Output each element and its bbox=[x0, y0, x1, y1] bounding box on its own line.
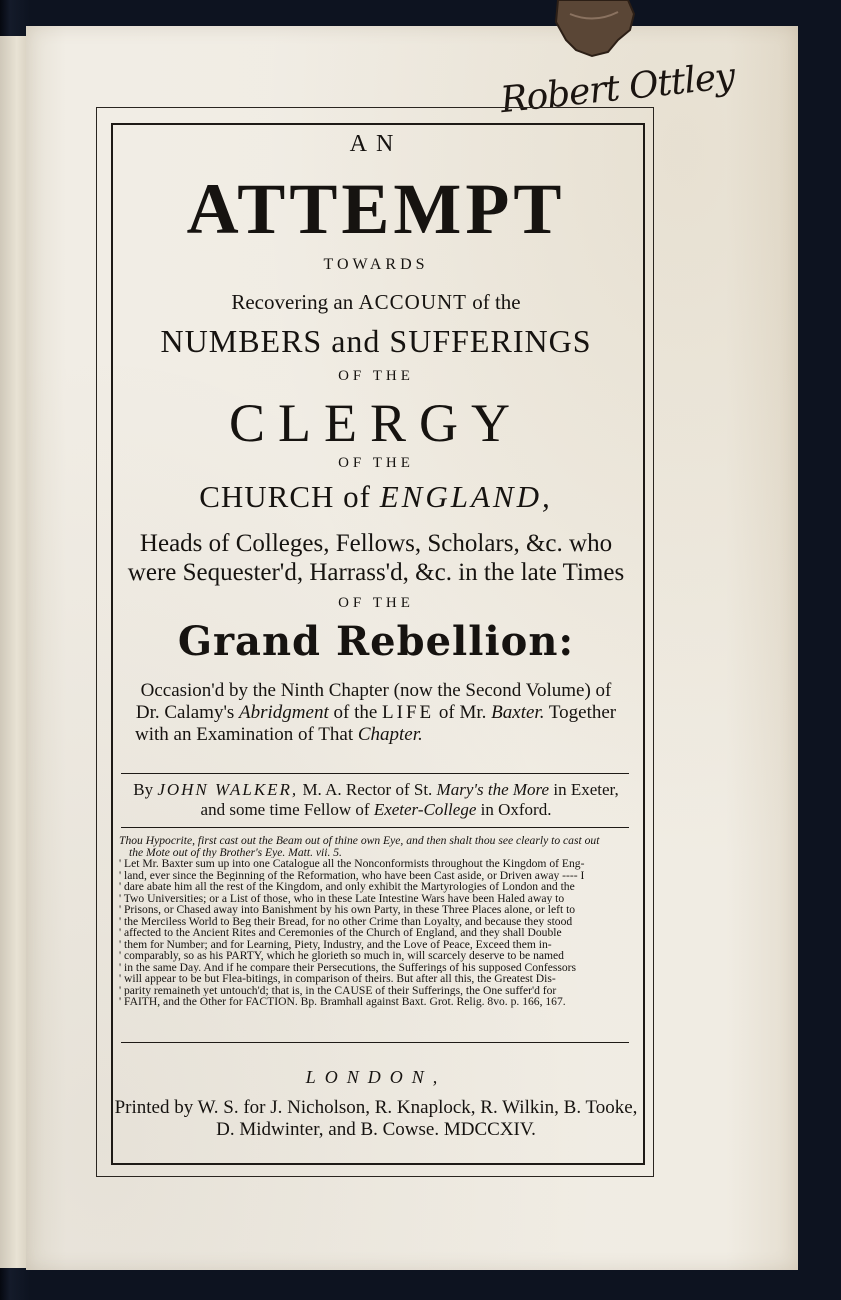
title-towards: TOWARDS bbox=[323, 256, 429, 273]
occ2-f: LIFE bbox=[382, 702, 435, 723]
author2-post: in Oxford. bbox=[480, 800, 552, 819]
author-line-2 bbox=[113, 800, 639, 820]
author2-pre: and some time Fellow of bbox=[200, 800, 370, 819]
epigraph-line: the Mote out of thy Brother's Eye. Matt. vii. 5. bbox=[129, 846, 342, 858]
epigraph-line: ' will appear to be but Flea-bitings, in comparison of theirs. But after all this, the Greatest Dis- bbox=[119, 973, 556, 985]
recovering-post: of the bbox=[472, 290, 521, 314]
author2-college: Exeter-College bbox=[373, 800, 477, 819]
author-rest: M. A. Rector of St. bbox=[302, 780, 433, 799]
author-marys: Mary's the More bbox=[436, 780, 550, 799]
occ2-h: Baxter. bbox=[491, 702, 545, 723]
epigraph-line: ' parity remaineth yet untouch'd; that is, in the CAUSE of their Sufferings, the One suffer'd for bbox=[119, 984, 557, 996]
imprint-printed-line-1: Printed by W. S. for J. Nicholson, R. Knaplock, R. Wilkin, B. Tooke, bbox=[114, 1097, 638, 1118]
divider-rule-2 bbox=[121, 827, 629, 828]
title-grand-rebellion: Grand Rebellion: bbox=[177, 618, 575, 665]
epigraph-line: ' the Merciless World to Beg their Bread, for no other Crime than Loyalty, and because they stood bbox=[119, 915, 573, 927]
epigraph-line: ' FAITH, and the Other for FACTION. Bp. Bramhall against Baxt. Grot. Relig. 8vo. p. 166, 167. bbox=[119, 996, 566, 1008]
metal-clasp bbox=[548, 0, 640, 58]
imprint-printed-line-2: D. Midwinter, and B. Cowse. MDCCXIV. bbox=[216, 1119, 536, 1140]
author-by: By bbox=[133, 780, 154, 799]
title-an: AN bbox=[349, 131, 403, 157]
epigraph-line: ' Let Mr. Baxter sum up into one Catalogue all the Nonconformists throughout the Kingdom of Eng- bbox=[119, 858, 585, 870]
epigraph-line: ' in the same Day. And if he compare their Persecutions, the Sufferings of his supposed Confessors bbox=[119, 961, 577, 973]
title-recovering bbox=[113, 290, 639, 315]
divider-rule-1 bbox=[121, 773, 629, 774]
title-numbers-sufferings: NUMBERS and SUFFERINGS bbox=[160, 323, 592, 359]
title-church-of-england bbox=[113, 479, 639, 515]
subtitle-were: were Sequester'd, Harrass'd, &c. in the late Times bbox=[127, 559, 625, 586]
occ3-a: with an Examination of That bbox=[135, 724, 354, 745]
occ2-d: Abridgment bbox=[239, 702, 329, 723]
occ2-i: Together bbox=[548, 702, 617, 723]
recovering-pre: Recovering an bbox=[231, 290, 354, 314]
of-the-3: OF THE bbox=[338, 595, 414, 611]
occ2-e: of the bbox=[333, 702, 378, 723]
author-in: in Exeter, bbox=[553, 780, 619, 799]
epigraph-line: ' them for Number; and for Learning, Piety, Industry, and the Love of Peace, Exceed them in- bbox=[119, 938, 552, 950]
epigraph-line: ' land, ever since the Beginning of the Reformation, who have been Cast aside, or Driven away ---- I bbox=[119, 869, 585, 881]
title-block bbox=[113, 125, 639, 1159]
title-attempt: ATTEMPT bbox=[186, 169, 566, 249]
church-pre: CHURCH of bbox=[199, 479, 371, 514]
occ2-c: 's bbox=[223, 702, 235, 723]
divider-rule-3 bbox=[121, 1042, 629, 1043]
occ2-b: Calamy bbox=[164, 702, 224, 723]
epigraph bbox=[119, 835, 631, 1008]
epigraph-line: ' Prisons, or Chased away into Banishment by his own Party, in these Three Places alone, or left to bbox=[119, 904, 576, 916]
imprint-london: LONDON, bbox=[305, 1067, 447, 1087]
author-name: JOHN WALKER, bbox=[157, 780, 299, 799]
epigraph-line: ' affected to the Ancient Rites and Ceremonies of the Church of England, and they shall Double bbox=[119, 927, 562, 939]
epigraph-line: ' comparably, so as his PARTY, which he glorieth so much in, will scarcely deserve to be named bbox=[119, 950, 564, 962]
epigraph-line: Thou Hypocrite, first cast out the Beam out of thine own Eye, and then shalt thou see clearly to cast out bbox=[119, 835, 600, 847]
of-the-2: OF THE bbox=[338, 455, 414, 471]
facing-page-edge bbox=[0, 36, 29, 1268]
recovering-account: ACCOUNT bbox=[358, 290, 467, 314]
occ2-a: Dr. bbox=[135, 702, 160, 723]
subtitle-heads: Heads of Colleges, Fellows, Scholars, &c. who bbox=[139, 530, 613, 557]
epigraph-line: ' dare abate him all the rest of the Kingdom, and only exhibit the Martyrologies of London and the bbox=[119, 881, 575, 893]
of-the-1: OF THE bbox=[338, 368, 414, 384]
occ2-g: of Mr. bbox=[438, 702, 487, 723]
signature-text: Robert Ottley bbox=[498, 55, 737, 122]
church-england: ENGLAND, bbox=[379, 479, 553, 514]
occasion-line-3 bbox=[135, 724, 639, 746]
author-line-1 bbox=[113, 780, 639, 800]
occasion-line-1: Occasion'd by the Ninth Chapter (now the Second Volume) of bbox=[140, 680, 612, 701]
occasion-line-2 bbox=[113, 702, 639, 724]
occ3-b: Chapter. bbox=[357, 724, 423, 745]
title-clergy: CLERGY bbox=[229, 393, 523, 453]
epigraph-line: ' Two Universities; or a List of those, who in these Late Intestine Wars have been Haled away to bbox=[119, 892, 565, 904]
